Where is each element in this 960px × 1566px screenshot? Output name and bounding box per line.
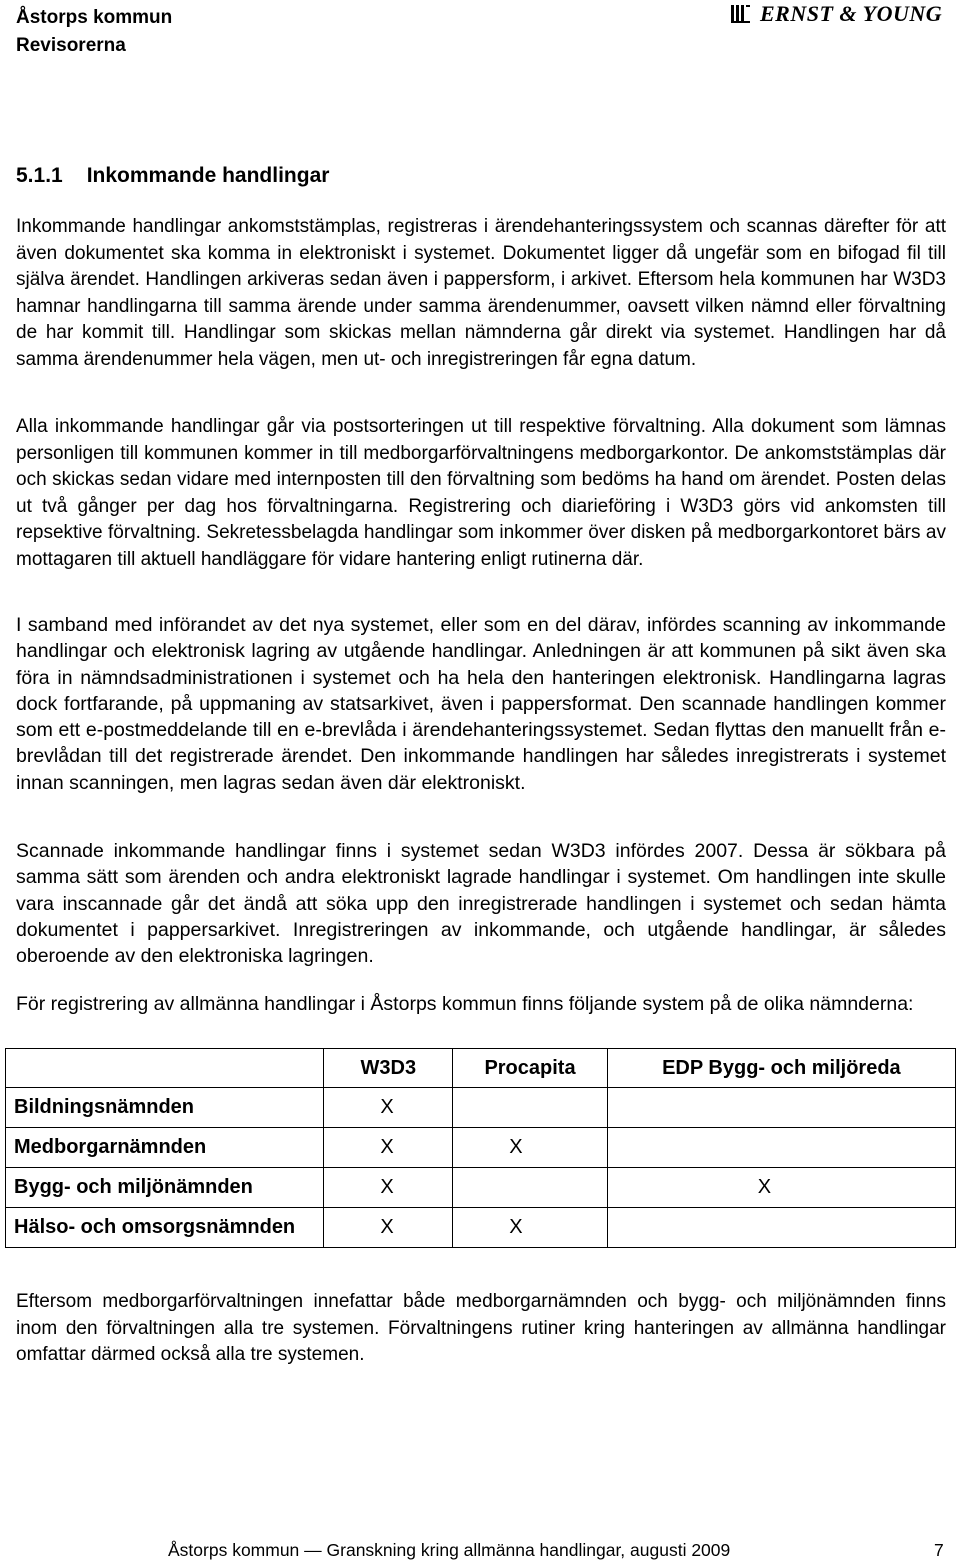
table-cell: X	[453, 1208, 608, 1248]
header-org: Åstorps kommun	[16, 7, 173, 28]
header-dept: Revisorerna	[16, 35, 126, 56]
page-number: 7	[934, 1540, 944, 1560]
table-cell: X	[324, 1168, 453, 1208]
section-heading	[16, 164, 329, 188]
table-cell: X	[324, 1088, 453, 1128]
table-cell: X	[324, 1208, 453, 1248]
logo-text: ERNST & YOUNG	[760, 1, 943, 26]
table-row	[6, 1208, 956, 1248]
footer-text: Åstorps kommun — Granskning kring allmänna handlingar, augusti 2009	[168, 1540, 731, 1560]
table-header-row	[6, 1049, 956, 1088]
paragraph-3: I samband med införandet av det nya systemet, eller som en del därav, infördes scanning av inkommande handlingar och elektronisk lagring av utgående handlingar. Anledningen är att kommunen på sikt även ska föra in nämndsadministrationen i systemet och ha hela den hanteringen elektronisk. Handlingarna lagras dock fortfarande, på uppmaning av statsarkivet, även i pappersformat. Den scannade handlingen kommer som ett e-postmeddelande till en e-brevlåda i ärendehanteringssystemet. Sedan flyttas den manuellt från e-brevlådan till det registrerade ärendet. Den inkommande handlingen har således inregistrerats i systemet innan scanningen, men lagras sedan även där elektroniskt.	[16, 614, 946, 794]
section-number: 5.1.1	[16, 164, 63, 187]
table-cell-committee: Hälso- och omsorgsnämnden	[6, 1208, 324, 1248]
table-cell-committee: Bildningsnämnden	[6, 1088, 324, 1128]
table-header-cell: W3D3	[324, 1049, 453, 1088]
table-cell	[607, 1128, 955, 1168]
table-cell	[607, 1208, 955, 1248]
paragraph-6: Eftersom medborgarförvaltningen innefattar både medborgarnämnden och bygg- och miljönämnden finns inom den förvaltningen alla tre systemen. Förvaltningens rutiner kring hanteringen av allmänna handlingar omfattar därmed också alla tre systemen.	[16, 1291, 946, 1365]
paragraph-1: Inkommande handlingar ankomststämplas, registreras i ärendehanteringssystem och scannas därefter för att även dokumentet ska komma in elektroniskt i systemet. Dokumentet ligger då ungefär som en bifogad fil till själva ärendet. Handlingen arkiveras sedan även i pappersform, i arkivet. Eftersom hela kommunen har W3D3 hamnar handlingarna till samma ärende under samma ärendenummer, oavsett vilken nämnd eller förvaltning de har kommit till. Handlingar som skickas mellan nämnderna går direkt via systemet. Handlingen har då samma ärendenummer hela vägen, men ut- och inregistreringen får egna datum.	[16, 216, 946, 370]
table-cell: X	[453, 1128, 608, 1168]
table-cell-committee: Bygg- och miljönämnden	[6, 1168, 324, 1208]
table-cell	[607, 1088, 955, 1128]
table-cell: X	[607, 1168, 955, 1208]
table-row	[6, 1128, 956, 1168]
table-header-cell: Procapita	[453, 1049, 608, 1088]
systems-table	[5, 1048, 956, 1248]
table-cell: X	[324, 1128, 453, 1168]
table-row	[6, 1168, 956, 1208]
table-row	[6, 1088, 956, 1128]
table-cell	[453, 1088, 608, 1128]
table-header-cell: EDP Bygg- och miljöreda	[607, 1049, 955, 1088]
paragraph-5: För registrering av allmänna handlingar i Åstorps kommun finns följande system på de olika nämnderna:	[16, 993, 914, 1015]
section-title: Inkommande handlingar	[86, 164, 330, 187]
ernst-young-logo	[730, 0, 945, 28]
paragraph-4: Scannade inkommande handlingar finns i systemet sedan W3D3 infördes 2007. Dessa är sökbara på samma sätt som ärenden och andra elektroniskt lagrade handlingar i systemet. Om handlingen inte skulle vara inscannade går det ändå att söka upp den inregistrerade handlingen i systemet och sedan hämta dokumentet i pappersarkivet. Inregistreringen av inkommande, och utgående handlingar, är således oberoende av den elektroniska lagringen.	[16, 840, 946, 968]
document-header	[16, 4, 172, 60]
paragraph-2: Alla inkommande handlingar går via postsorteringen ut till respektive förvaltning. Alla dokument som lämnas personligen till kommunen kommer in till medborgarförvaltningens medborgarkontor. De ankomststämplas där och skickas sedan vidare med internposten till den förvaltning som bedöms ha hand om ärendet. Posten delas ut två gånger per dag hos förvaltningarna. Registrering och diarieföring i W3D3 görs vid ankomsten till repsektive förvaltning. Sekretessbelagda handlingar som inkommer över disken på medborgarkontoret bärs av mottagaren till aktuell handläggare för vidare hantering enligt rutinerna där.	[16, 416, 946, 570]
ernst-young-logo-mark-icon	[730, 2, 752, 24]
table-cell-committee: Medborgarnämnden	[6, 1128, 324, 1168]
table-cell	[453, 1168, 608, 1208]
table-header-cell	[6, 1049, 324, 1088]
